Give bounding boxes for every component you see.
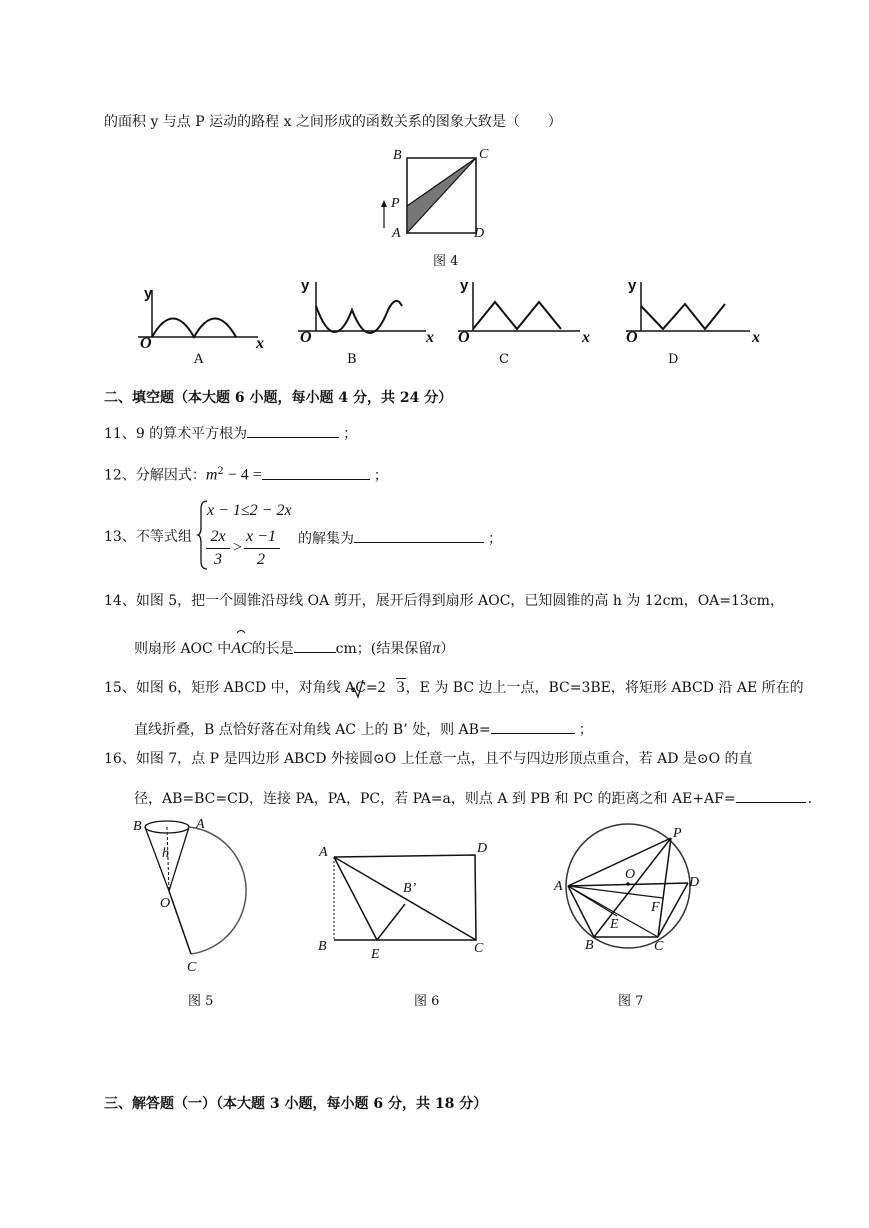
svg-text:A: A	[554, 879, 563, 894]
svg-text:O: O	[626, 329, 638, 346]
figure-5	[130, 815, 250, 980]
svg-text:x: x	[582, 329, 590, 346]
svg-text:O: O	[300, 329, 312, 346]
svg-text:F: F	[651, 900, 660, 915]
q14-arc-ac: AC	[231, 640, 252, 657]
svg-text:h: h	[162, 846, 169, 861]
q12: 12、分解因式：$m^2 - 4$ = ；	[104, 466, 388, 484]
svg-text:y: y	[460, 277, 469, 294]
option-d-graph	[620, 276, 770, 346]
option-b-label[interactable]: B	[347, 352, 357, 367]
q14-line1: 14、如图 5，把一个圆锥沿母线 OA 剪开，展开后得到扇形 AOC，已知圆锥的高 h 为 12cm，OA=13cm，	[104, 593, 784, 609]
fig4-label-b: B	[393, 148, 402, 163]
q11-answer-blank[interactable]	[247, 423, 339, 438]
q13-frac-left-bar	[206, 548, 230, 549]
svg-text:D: D	[689, 875, 700, 890]
figure-7	[548, 820, 718, 960]
q16-answer-blank[interactable]	[736, 788, 806, 803]
svg-text:C: C	[474, 941, 484, 956]
svg-text:C: C	[187, 960, 197, 975]
svg-text:B’: B’	[403, 881, 417, 896]
q13-suffix: 的解集为 ；	[298, 528, 502, 548]
sqrt-sign-icon	[350, 679, 364, 699]
section-2-title: 二、填空题（本大题 6 小题，每小题 4 分，共 24 分）	[104, 390, 453, 406]
fig5-caption: 图 5	[188, 994, 214, 1009]
svg-text:E: E	[371, 947, 380, 962]
svg-text:A: A	[196, 817, 205, 832]
q13-frac-right-num: x −1	[246, 528, 276, 545]
figure-4	[380, 145, 500, 245]
q13-frac-left-num: 2x	[210, 528, 226, 545]
option-b-graph	[292, 276, 442, 346]
svg-text:O: O	[140, 335, 152, 352]
svg-text:y: y	[628, 277, 637, 294]
section-3-title: 三、解答题（一）（本大题 3 小题，每小题 6 分，共 18 分）	[104, 1096, 488, 1112]
svg-text:x: x	[752, 329, 760, 346]
svg-text:x: x	[256, 335, 264, 352]
svg-text:D: D	[477, 841, 488, 856]
fig4-label-a: A	[392, 226, 401, 241]
q14-line2: 则扇形 AOC 中AC的长是 cm；(结果保留π）	[134, 640, 455, 657]
q13-answer-blank[interactable]	[354, 528, 484, 543]
option-c-graph	[452, 276, 602, 346]
fig7-caption: 图 7	[618, 994, 644, 1009]
q15-line2: 直线折叠，B 点恰好落在对角线 AC 上的 B’ 处，则 AB= ；	[134, 719, 593, 739]
q13-prefix: 13、不等式组	[104, 529, 192, 545]
q13-frac-right-den: 2	[257, 551, 265, 568]
q16-line2: 径，AB=BC=CD，连接 PA，PA，PC，若 PA=a，则点 A 到 PB 和 PC 的距离之和 AE+AF= .	[134, 788, 812, 808]
svg-text:y: y	[144, 285, 153, 302]
arc-mark-icon	[236, 628, 246, 634]
q13-frac-right-bar	[244, 548, 280, 549]
q14-answer-blank[interactable]	[294, 638, 336, 653]
svg-text:y: y	[301, 277, 310, 294]
q15-line1: 15、如图 6，矩形 ABCD 中，对角线 AC=2 3，E 为 BC 边上一点，BC=3BE，将矩形 ABCD 沿 AE 所在的	[104, 679, 804, 696]
svg-text:B: B	[318, 939, 327, 954]
fig4-label-d: D	[474, 226, 485, 241]
svg-text:C: C	[654, 939, 664, 954]
q13-frac-left-den: 3	[214, 551, 222, 568]
q10-text: 的面积 y 与点 P 运动的路程 x 之间形成的函数关系的图象大致是（ ）	[104, 114, 562, 130]
option-a-label[interactable]: A	[194, 352, 204, 367]
option-c-label[interactable]: C	[499, 352, 509, 367]
fig4-caption: 图 4	[433, 254, 459, 269]
fig6-caption: 图 6	[414, 994, 440, 1009]
svg-text:O: O	[458, 329, 470, 346]
svg-text:x: x	[426, 329, 434, 346]
svg-text:B: B	[133, 819, 142, 834]
q15-answer-blank[interactable]	[491, 719, 575, 734]
option-a-graph	[130, 282, 270, 352]
q11: 11、9 的算术平方根为 ；	[104, 423, 357, 443]
figure-6	[313, 835, 493, 965]
q13-inequality-1: x − 1≤2 − 2x	[207, 502, 292, 519]
svg-text:O: O	[160, 896, 171, 911]
svg-text:P: P	[673, 826, 682, 841]
svg-text:O: O	[625, 867, 636, 882]
q13-gt: >	[233, 539, 243, 556]
fig4-label-p: P	[391, 196, 400, 211]
q12-answer-blank[interactable]	[262, 465, 370, 480]
svg-text:B: B	[585, 938, 594, 953]
q16-line1: 16、如图 7，点 P 是四边形 ABCD 外接圆⊙O 上任意一点，且不与四边形顶点重合，若 AD 是⊙O 的直	[104, 751, 753, 767]
option-d-label[interactable]: D	[668, 352, 679, 367]
svg-text:E: E	[610, 917, 619, 932]
fig4-label-c: C	[479, 147, 489, 162]
svg-text:A: A	[319, 845, 328, 860]
